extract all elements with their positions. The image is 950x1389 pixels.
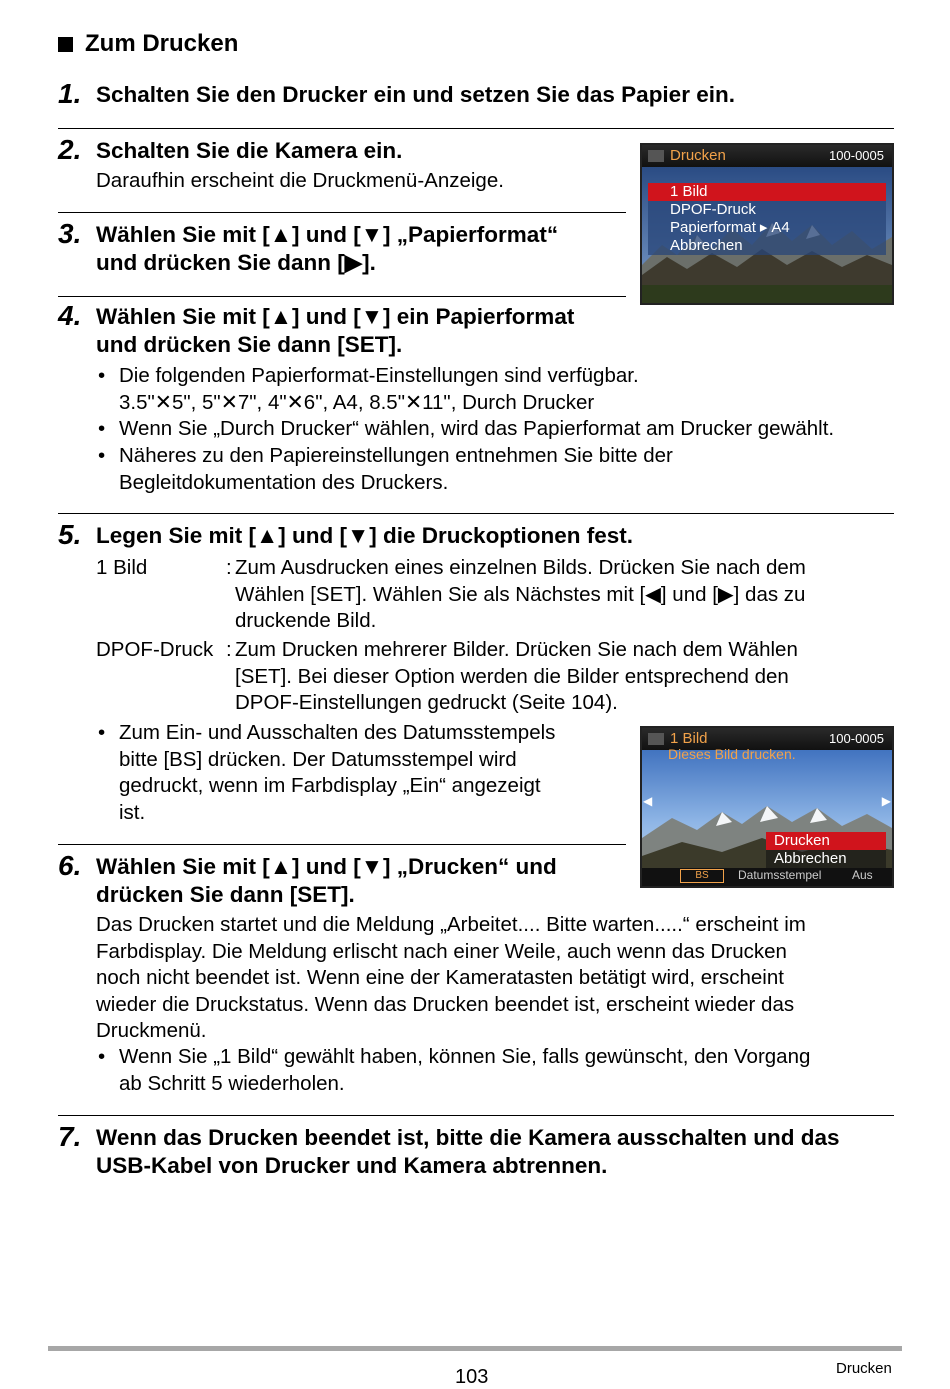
paragraph-line: wieder die Druckstatus. Wenn das Drucken beendet ist, erscheint wieder das	[96, 992, 795, 1016]
camera-print-menu-screen	[640, 143, 894, 305]
screen-header	[642, 145, 892, 167]
date-stamp-state: Aus	[852, 868, 873, 882]
menu-item-label: 1 Bild	[670, 183, 708, 200]
option-line: Wählen [SET]. Wählen Sie als Nächstes mit [◀] und [▶] das zu	[235, 582, 806, 606]
divider	[58, 296, 626, 297]
print-icon	[648, 733, 664, 745]
step-number: 1.	[58, 78, 82, 109]
divider	[58, 513, 894, 514]
option-description	[235, 555, 806, 635]
screen-title: Drucken	[670, 147, 726, 164]
step-description	[96, 912, 806, 1045]
bullet-icon: •	[98, 364, 106, 387]
bullet-icon: •	[98, 417, 106, 440]
menu-item-papierformat[interactable]	[648, 219, 886, 237]
divider	[58, 1115, 894, 1116]
menu-item-label: Drucken	[774, 832, 830, 849]
menu-item-label: DPOF-Druck	[670, 201, 756, 218]
step-number: 2.	[58, 134, 82, 165]
step-heading-line: Wenn das Drucken beendet ist, bitte die Kamera ausschalten und das	[96, 1125, 840, 1150]
option-term: DPOF-Druck	[96, 638, 214, 661]
arrow-right-icon: ▸	[759, 219, 768, 236]
step-heading-line: Wählen Sie mit [▲] und [▼] ein Papierformat	[96, 304, 575, 329]
option-term: 1 Bild	[96, 556, 148, 579]
option-colon: :	[226, 638, 232, 661]
menu-item-drucken[interactable]	[766, 832, 886, 850]
bullet-line: Begleitdokumentation des Druckers.	[119, 470, 449, 494]
paper-format-value: A4	[771, 219, 790, 236]
bullet-line: 3.5"✕5", 5"✕7", 4"✕6", A4, 8.5"✕11", Durch Drucker	[119, 390, 595, 414]
file-counter: 100-0005	[829, 731, 884, 746]
step-number: 3.	[58, 218, 82, 249]
divider	[58, 128, 894, 129]
option-line: DPOF-Einstellungen gedruckt (Seite 104).	[235, 691, 618, 714]
bullet-text: Wenn Sie „Durch Drucker“ wählen, wird das Papierformat am Drucker gewählt.	[119, 417, 835, 440]
bullet-line: Die folgenden Papierformat-Einstellungen sind verfügbar.	[119, 364, 639, 387]
step-heading: Schalten Sie die Kamera ein.	[96, 138, 403, 163]
print-icon	[648, 150, 664, 162]
step-heading-line: USB-Kabel von Drucker und Kamera abtrennen.	[96, 1153, 608, 1178]
step-number: 7.	[58, 1121, 82, 1152]
camera-print-confirm-screen	[640, 726, 894, 888]
page-number: 103	[455, 1366, 489, 1388]
option-colon: :	[226, 556, 232, 579]
divider	[58, 212, 626, 213]
bullet-line: Näheres zu den Papiereinstellungen entnehmen Sie bitte der	[119, 444, 673, 467]
bullet-line: ab Schritt 5 wiederholen.	[119, 1071, 345, 1095]
date-stamp-label: Datumsstempel	[738, 868, 822, 882]
bullet-line: ist.	[119, 800, 146, 824]
option-line: Zum Drucken mehrerer Bilder. Drücken Sie nach dem Wählen	[235, 638, 798, 661]
option-line: Zum Ausdrucken eines einzelnen Bilds. Drücken Sie nach dem	[235, 556, 806, 579]
bullet-line: gedruckt, wenn im Farbdisplay „Ein“ angezeigt	[119, 774, 541, 797]
section-title	[58, 30, 238, 58]
step-number: 5.	[58, 519, 82, 550]
menu-item-dpof[interactable]	[648, 201, 886, 219]
step-heading	[96, 221, 558, 277]
paragraph-line: noch nicht beendet ist. Wenn eine der Kameratasten betätigt wird, erscheint	[96, 966, 784, 989]
paragraph-line: Das Drucken startet und die Meldung „Arbeitet.... Bitte warten.....“ erscheint im	[96, 913, 806, 936]
bs-button-icon: BS	[680, 869, 724, 883]
step-heading-line: und drücken Sie dann [▶].	[96, 250, 376, 275]
step-heading	[96, 1124, 840, 1180]
screen-title: 1 Bild	[670, 730, 708, 747]
step-heading-line: und drücken Sie dann [SET].	[96, 332, 403, 357]
menu-item-label: Abbrechen	[774, 850, 847, 867]
bullet-text	[119, 720, 555, 826]
option-description	[235, 637, 798, 717]
menu-item-1-bild[interactable]	[648, 183, 886, 201]
step-heading-line: drücken Sie dann [SET].	[96, 882, 355, 907]
bullet-text	[119, 1044, 810, 1097]
menu-item-abbrechen[interactable]	[648, 237, 886, 255]
step-heading	[96, 303, 574, 359]
step-heading-line: Wählen Sie mit [▲] und [▼] „Papierformat“	[96, 222, 559, 247]
bullet-icon: •	[98, 1045, 106, 1068]
step-description: Daraufhin erscheint die Druckmenü-Anzeige.	[96, 169, 504, 192]
paragraph-line: Farbdisplay. Die Meldung erlischt nach einer Weile, auch wenn das Drucken	[96, 939, 787, 963]
menu-item-abbrechen[interactable]	[766, 850, 886, 868]
option-line: druckende Bild.	[235, 609, 377, 632]
file-counter: 100-0005	[829, 148, 884, 163]
arrow-left-icon[interactable]: ◀	[643, 794, 653, 808]
bullet-text	[119, 363, 639, 416]
step-heading-line: Wählen Sie mit [▲] und [▼] „Drucken“ und	[96, 854, 557, 879]
bullet-text	[119, 443, 673, 496]
bullet-line: bitte [BS] drücken. Der Datumsstempel wird	[119, 747, 517, 771]
paragraph-line: Druckmenü.	[96, 1019, 207, 1042]
step-number: 4.	[58, 300, 82, 331]
bullet-line: Wenn Sie „1 Bild“ gewählt haben, können Sie, falls gewünscht, den Vorgang	[119, 1045, 811, 1068]
step-heading: Legen Sie mit [▲] und [▼] die Druckoptionen fest.	[96, 523, 634, 548]
footer-rule	[48, 1346, 902, 1351]
option-line: [SET]. Bei dieser Option werden die Bilder entsprechend den	[235, 664, 789, 688]
bullet-icon: •	[98, 721, 106, 744]
step-heading	[96, 853, 557, 909]
step-heading: Schalten Sie den Drucker ein und setzen Sie das Papier ein.	[96, 82, 735, 107]
menu-item-label: Abbrechen	[670, 237, 743, 254]
step-number: 6.	[58, 850, 82, 881]
section-title-text: Zum Drucken	[85, 30, 239, 57]
print-prompt: Dieses Bild drucken.	[668, 746, 796, 762]
arrow-right-icon[interactable]: ▶	[881, 794, 891, 808]
square-bullet-icon	[58, 37, 73, 52]
menu-item-label: Papierformat	[670, 219, 756, 236]
bullet-icon: •	[98, 444, 106, 467]
bullet-line: Zum Ein- und Ausschalten des Datumsstempels	[119, 721, 556, 744]
footer-section-label: Drucken	[836, 1360, 892, 1377]
divider	[58, 844, 626, 845]
